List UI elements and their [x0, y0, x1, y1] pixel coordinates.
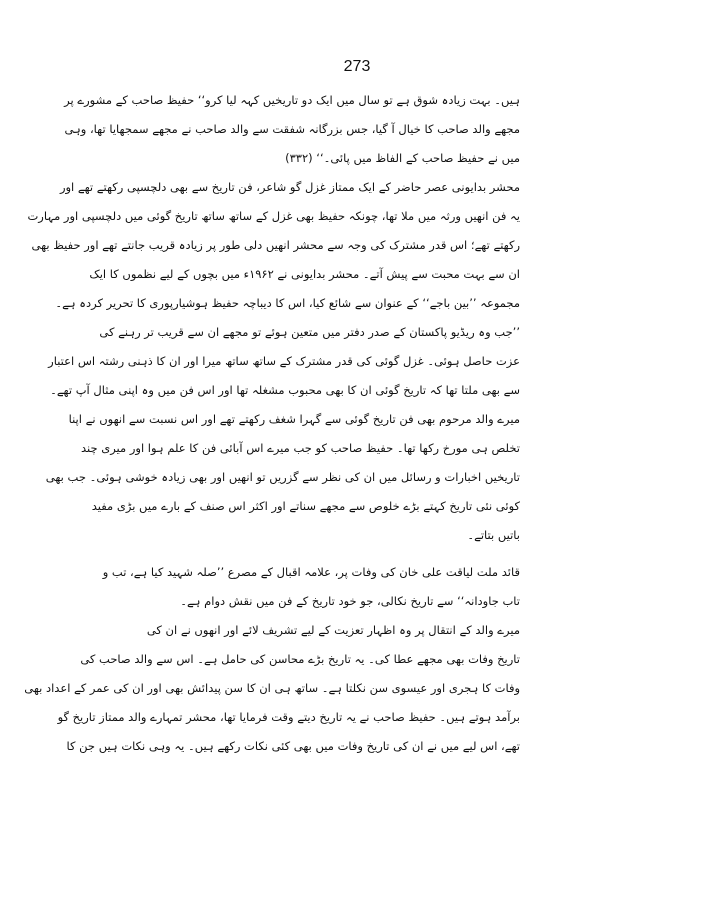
- text-line: ہیں۔ بہت زیادہ شوق ہے تو سال میں ایک دو تاریخیں کہہ لیا کرو‘‘ حفیظ صاحب کے مشورے پر: [64, 93, 520, 107]
- text-line: عزت حاصل ہوئی۔ غزل گوئی کی قدر مشترک کے ساتھ ساتھ میرا اور ان کا ذہنی رشتہ اس اعتبار: [48, 354, 520, 368]
- text-line: ان سے بہت محبت سے پیش آتے۔ محشر بدایونی نے ۱۹۶۲ء میں بچوں کے لیے نظموں کا ایک: [89, 267, 520, 281]
- page-number: 273: [343, 58, 371, 75]
- text-line: تخلص ہی مورخ رکھا تھا۔ حفیظ صاحب کو جب میرے اس آبائی فن کا علم ہوا اور میری چند: [80, 441, 520, 455]
- paragraph: [102, 558, 520, 616]
- text-line: برآمد ہوتے ہیں۔ حفیظ صاحب نے یہ تاریخ دیتے وقت فرمایا تھا، محشر تمہارے والد ممتاز تاریخ گو: [57, 710, 520, 724]
- text-line: مجھے والد صاحب کا خیال آ گیا، جس بزرگانہ شفقت سے والد صاحب نے مجھے سمجھایا تھا، وہی: [64, 122, 520, 136]
- text-line: میں نے حفیظ صاحب کے الفاظ میں پائی۔‘‘ (۳۳۲): [285, 151, 520, 165]
- text-line: قائد ملت لیاقت علی خان کی وفات پر، علامہ اقبال کے مصرع ’’صلہ شہید کیا ہے، تب و: [102, 565, 520, 579]
- text-line: کوئی نئی تاریخ کہتے بڑے خلوص سے مجھے سناتے اور اکثر اس صنف کے بارے میں بڑی مفید: [91, 499, 520, 513]
- text-line: ’’جب وہ ریڈیو پاکستان کے صدر دفتر میں متعین ہوئے تو مجھے ان سے قریب تر رہنے کی: [99, 325, 520, 339]
- paragraph: [24, 616, 520, 761]
- text-line: تاریخیں اخبارات و رسائل میں ان کی نظر سے گزریں تو انھیں اور بھی زیادہ خوشی ہوئی۔ جب بھی: [45, 470, 520, 484]
- text-line: سے بھی ملتا تھا کہ تاریخ گوئی ان کا بھی محبوب مشغلہ تھا اور اس فن میں وہ اپنی مثال آپ تھے۔: [50, 383, 520, 397]
- text-line: مجموعہ ’’بین باجے‘‘ کے عنوان سے شائع کیا، اس کا دیباچہ حفیظ ہوشیارپوری کا تحریر کردہ ہے۔: [55, 296, 520, 310]
- text-line: محشر بدایونی عصر حاضر کے ایک ممتاز غزل گو شاعر، فن تاریخ سے بھی دلچسپی رکھتے تھے اور: [59, 180, 520, 194]
- text-line: باتیں بتاتے۔: [467, 528, 520, 542]
- paragraph: [64, 86, 520, 173]
- text-line: تاب جاودانہ‘‘ سے تاریخ نکالی، جو خود تاریخ کے فن میں نقش دوام ہے۔: [180, 594, 520, 608]
- text-line: میرے والد مرحوم بھی فن تاریخ گوئی سے گہرا شغف رکھتے تھے اور اس نسبت سے انھوں نے اپنا: [68, 412, 520, 426]
- paragraph: [27, 173, 520, 318]
- text-line: تھے، اس لیے میں نے ان کی تاریخ وفات میں بھی کئی نکات رکھے ہیں۔ یہ وہی نکات ہیں جن کا: [66, 739, 520, 753]
- text-line: یہ فن انھیں ورثہ میں ملا تھا، چونکہ حفیظ بھی غزل کے ساتھ ساتھ تاریخ گوئی میں دلچسپی اور مہارت: [27, 209, 520, 223]
- quoted-paragraph: [45, 318, 520, 550]
- text-line: میرے والد کے انتقال پر وہ اظہار تعزیت کے لیے تشریف لائے اور انھوں نے ان کی: [146, 623, 520, 637]
- text-line: وفات کا ہجری اور عیسوی سن نکلتا ہے۔ ساتھ ہی ان کا سن پیدائش بھی اور ان کی عمر کے اعداد بھی: [24, 681, 520, 695]
- page-body: [24, 86, 520, 761]
- text-line: رکھتے تھے؛ اس قدر مشترک کی وجہ سے محشر انھیں دلی طور پر زیادہ قریب جانتے تھے اور حفیظ بھی: [31, 238, 520, 252]
- text-line: تاریخ وفات بھی مجھے عطا کی۔ یہ تاریخ بڑے محاسن کی حامل ہے۔ اس سے والد صاحب کی: [80, 652, 520, 666]
